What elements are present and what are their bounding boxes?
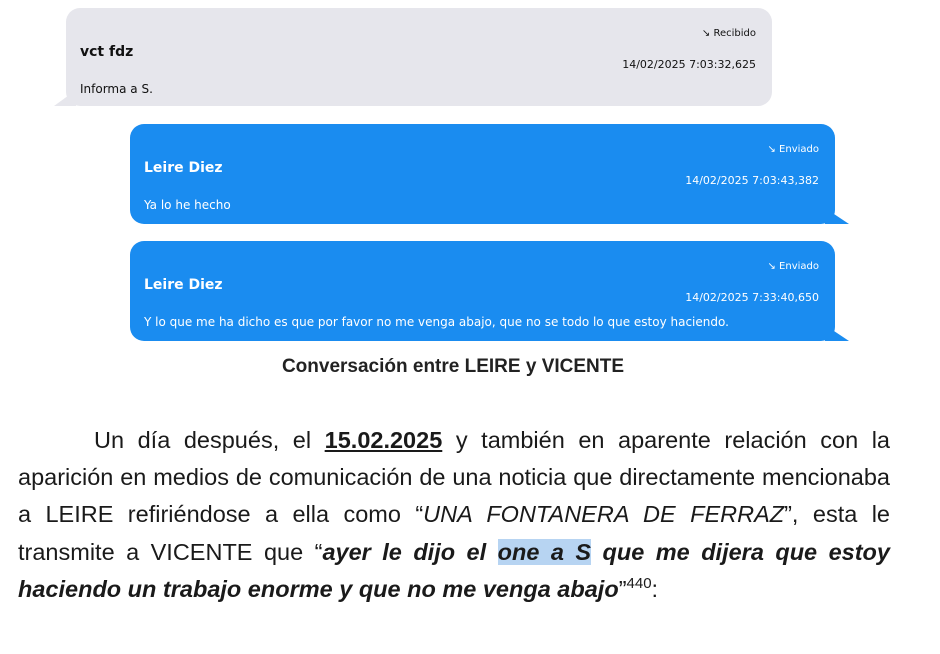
paragraph-text: Un día después, el (94, 427, 325, 453)
message-bubble-sent (130, 124, 835, 224)
message-status: ↘ Enviado (767, 261, 819, 272)
bubble-tail (825, 208, 849, 224)
message-text: Ya lo he hecho (144, 198, 231, 212)
message-status: ↘ Enviado (767, 144, 819, 155)
message-timestamp: 14/02/2025 7:03:32,625 (622, 58, 756, 71)
body-paragraph (18, 422, 890, 608)
message-sender: Leire Diez (144, 277, 223, 293)
paragraph-text: ”, esta le transmite a VICENTE que “ (18, 501, 890, 565)
message-sender: Leire Diez (144, 160, 223, 176)
message-sender: vct fdz (80, 44, 134, 60)
paragraph-text: y también en aparente relación con la aparición en medios de comunicación de una noticia que directamente mencionaba a LEIRE refiriéndose a ella como “ (18, 427, 890, 528)
message-timestamp: 14/02/2025 7:33:40,650 (685, 291, 819, 304)
message-bubble-sent (130, 241, 835, 341)
footnote-ref: 440 (626, 574, 652, 592)
bubble-tail (825, 325, 849, 341)
message-timestamp: 14/02/2025 7:03:43,382 (685, 174, 819, 187)
quote-bold-italic: que me dijera que estoy haciendo un trabajo enorme y que no me venga abajo (18, 538, 890, 602)
paragraph-text: : (651, 575, 659, 602)
quote-highlight: one a S (497, 538, 592, 565)
message-text: Informa a S. (80, 82, 153, 96)
bubble-tail (54, 90, 76, 106)
message-bubble-received (66, 8, 772, 106)
paragraph-date: 15.02.2025 (324, 427, 443, 453)
quote-bold-italic: ayer le dijo el (322, 538, 498, 565)
message-text: Y lo que me ha dicho es que por favor no me venga abajo, que no se todo lo que estoy haciendo. (144, 315, 729, 329)
quote-italic: UNA FONTANERA DE FERRAZ (423, 501, 785, 528)
figure-caption: Conversación entre LEIRE y VICENTE (281, 356, 625, 377)
message-status: ↘ Recibido (701, 28, 756, 39)
paragraph-text: ” (618, 575, 627, 602)
